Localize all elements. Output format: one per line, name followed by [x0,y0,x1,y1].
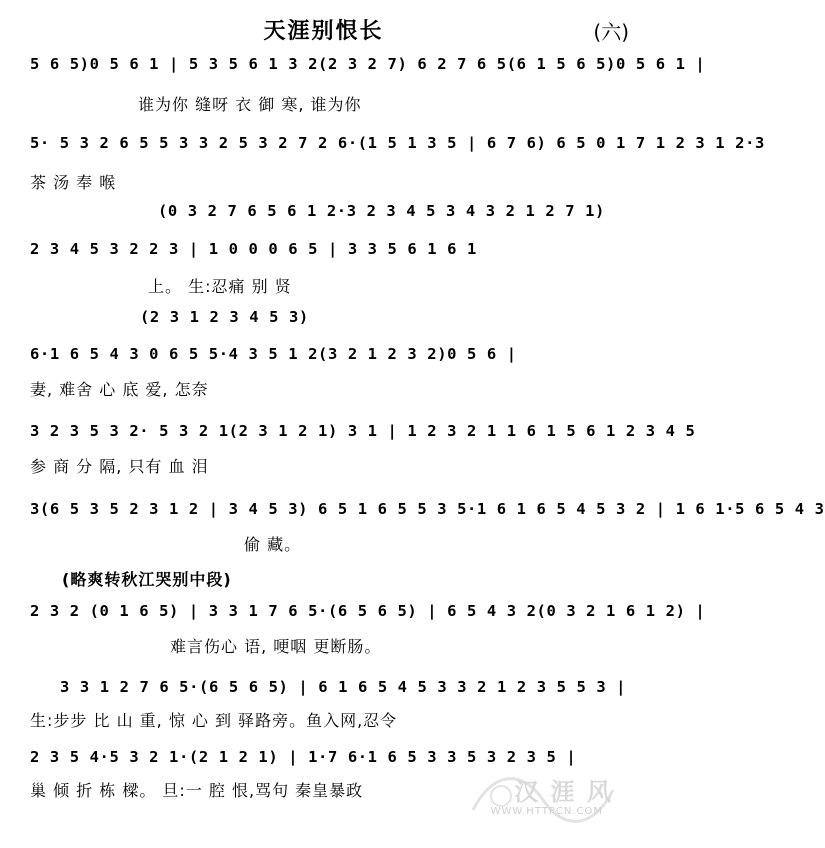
lyrics-line-2: 茶 汤 奉 喉 [30,173,117,192]
notation-line-5: 3 2 3 5 3 2· 5 3 2 1(2 3 1 2 1) 3 1 | 1 2 3 2 1 1 6 1 5 6 1 2 3 4 5 [30,422,696,440]
section-annotation: (略爽转秋江哭别中段) [62,570,232,589]
notation-line-7: 2 3 2 (0 1 6 5) | 3 3 1 7 6 5·(6 5 6 5) | 6 5 4 3 2(0 3 2 1 6 1 2) | [30,602,706,620]
lyrics-line-3: 上。 生:忍痛 别 贤 [148,277,292,296]
song-title: 天涯别恨长 [263,19,384,44]
notation-line-4: 6·1 6 5 4 3 0 6 5 5·4 3 5 1 2(3 2 1 2 3 2)0 5 6 | [30,345,517,363]
lyrics-line-9: 巢 倾 折 栋 樑。 旦:一 腔 恨,骂句 秦皇暴政 [30,781,364,800]
paren-line-3: (0 3 2 7 6 5 6 1 2·3 2 3 4 5 3 4 3 2 1 2 7 1) [158,202,605,220]
notation-line-2: 5· 5 3 2 6 5 5 3 3 2 5 3 2 7 2 6·(1 5 1 3 5 | 6 7 6) 6 5 0 1 7 1 2 3 1 2·3 [30,134,765,152]
notation-line-6: 3(6 5 3 5 2 3 1 2 | 3 4 5 3) 6 5 1 6 5 5 3 5·1 6 1 6 5 4 5 3 2 | 1 6 1·5 6 5 4 3 [30,500,825,518]
lyrics-line-4: 妻, 难舍 心 底 爱, 怎奈 [30,380,209,399]
lyrics-line-6: 偷 藏。 [244,535,302,554]
page-number: (六) [593,20,629,44]
notation-line-3: 2 3 4 5 3 2 2 3 | 1 0 0 0 6 5 | 3 3 5 6 1 6 1 [30,240,477,258]
site-watermark [463,760,623,832]
lyrics-line-7: 难言伤心 语, 哽咽 更断肠。 [170,637,382,656]
notation-line-8: 3 3 1 2 7 6 5·(6 5 6 5) | 6 1 6 5 4 5 3 3 2 1 2 3 5 5 3 | [60,678,627,696]
paren-line-4: (2 3 1 2 3 4 5 3) [140,308,309,326]
notation-line-9: 2 3 5 4·5 3 2 1·(2 1 2 1) | 1·7 6·1 6 5 3 3 5 3 2 3 5 | [30,748,577,766]
notation-line-1: 5 6 5)0 5 6 1 | 5 3 5 6 1 3 2(2 3 2 7) 6 2 7 6 5(6 1 5 6 5)0 5 6 1 | [30,55,706,73]
lyrics-line-5: 参 商 分 隔, 只有 血 泪 [30,457,209,476]
lyrics-line-1: 谁为你 缝呀 衣 御 寒, 谁为你 [138,95,362,114]
watermark-url: WWW.HTTPCN.COM [490,806,603,817]
lyrics-line-8: 生:步步 比 山 重, 惊 心 到 驿路旁。鱼入网,忍令 [30,711,398,730]
watermark-text: 汉 涯 风 [514,778,613,806]
